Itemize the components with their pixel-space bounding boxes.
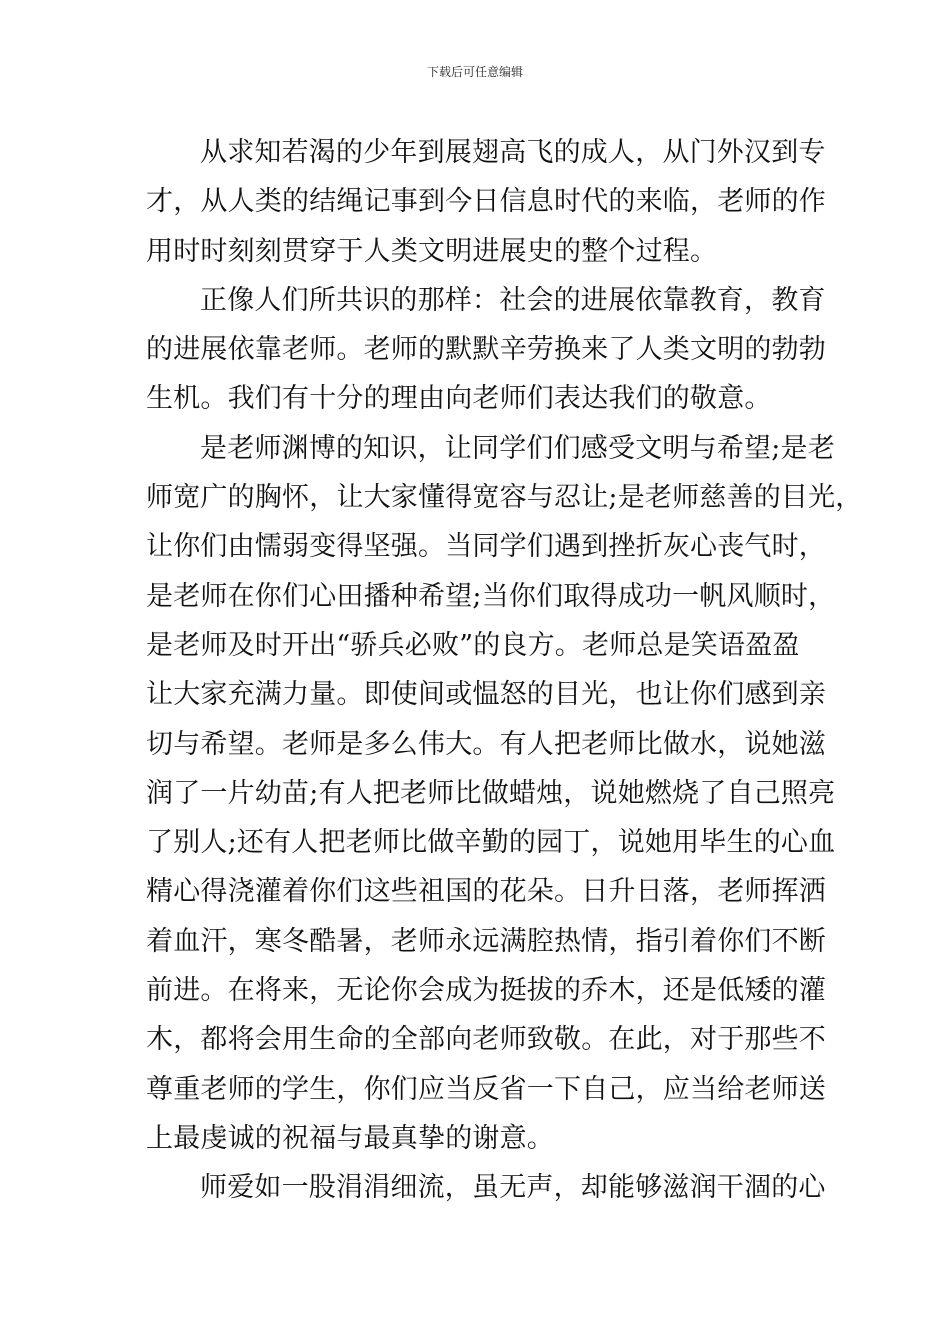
paragraph-3-line-4: 是老师在你们心田播种希望;当你们取得成功一帆风顺时， <box>146 580 836 612</box>
paragraph-3-line-7: 切与希望。老师是多么伟大。有人把老师比做水，说她滋 <box>146 728 826 760</box>
paragraph-3-line-11: 着血汗，寒冬酷暑，老师永远满腔热情，指引着你们不断 <box>146 925 826 957</box>
paragraph-3-line-14: 尊重老师的学生，你们应当反省一下自己，应当给老师送 <box>146 1073 826 1105</box>
paragraph-1-line-3: 用时时刻刻贯穿于人类文明进展史的整个过程。 <box>146 235 718 267</box>
paragraph-3-line-6: 让大家充满力量。即使间或愠怒的目光，也让你们感到亲 <box>146 679 826 711</box>
page-header: 下载后可任意编辑 <box>426 65 523 79</box>
paragraph-3-line-9: 了别人;还有人把老师比做辛勤的园丁，说她用毕生的心血 <box>146 827 836 859</box>
paragraph-3-line-5: 是老师及时开出“骄兵必败”的良方。老师总是笑语盈盈 <box>146 629 800 661</box>
paragraph-3-line-3: 让你们由懦弱变得坚强。当同学们遇到挫折灰心丧气时， <box>146 531 826 563</box>
document-body <box>146 128 863 1213</box>
paragraph-3-line-2: 师宽广的胸怀，让大家懂得宽容与忍让;是老师慈善的目光， <box>146 482 863 514</box>
paragraph-3-line-13: 木，都将会用生命的全部向老师致敬。在此，对于那些不 <box>146 1024 826 1056</box>
paragraph-3-line-12: 前进。在将来，无论你会成为挺拔的乔木，还是低矮的灌 <box>146 975 826 1007</box>
paragraph-3-line-1: 是老师渊博的知识，让同学们们感受文明与希望;是老 <box>200 432 835 464</box>
paragraph-2-line-3: 生机。我们有十分的理由向老师们表达我们的敬意。 <box>146 383 772 415</box>
paragraph-3-line-15: 上最虔诚的祝福与最真挚的谢意。 <box>146 1122 554 1154</box>
paragraph-2-line-1: 正像人们所共识的那样：社会的进展依靠教育，教育 <box>200 284 826 316</box>
paragraph-1-line-1: 从求知若渴的少年到展翅高飞的成人，从门外汉到专 <box>200 137 826 168</box>
paragraph-3-line-10: 精心得浇灌着你们这些祖国的花朵。日升日落，老师挥洒 <box>146 876 826 908</box>
paragraph-3-line-8: 润了一片幼苗;有人把老师比做蜡烛，说她燃烧了自己照亮 <box>146 777 836 809</box>
paragraph-2-line-2: 的进展依靠老师。老师的默默辛劳换来了人类文明的勃勃 <box>146 334 826 366</box>
paragraph-1-line-2: 才，从人类的结绳记事到今日信息时代的来临，老师的作 <box>146 186 826 218</box>
paragraph-4-line-1: 师爱如一股涓涓细流，虽无声，却能够滋润干涸的心 <box>200 1172 826 1204</box>
